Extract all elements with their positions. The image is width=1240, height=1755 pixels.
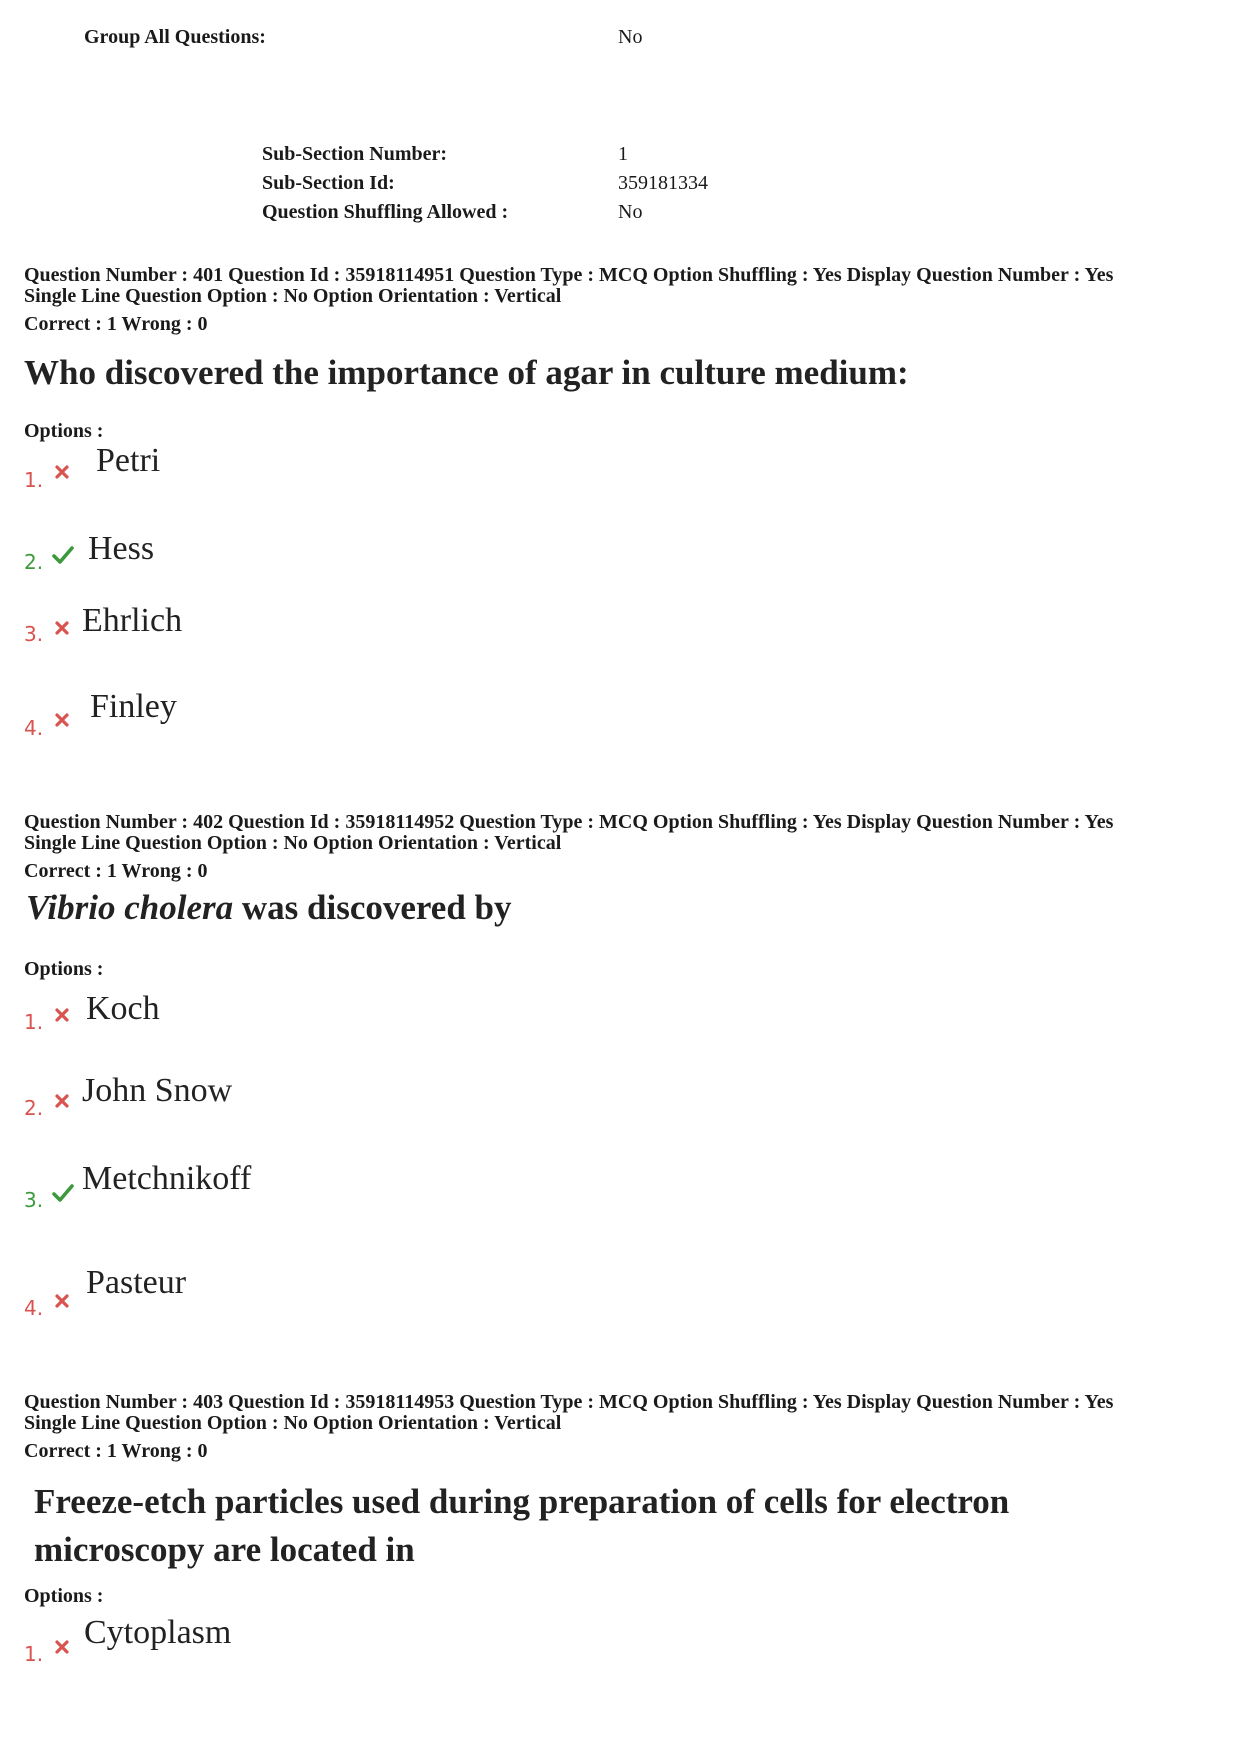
question-text-rest: was discovered by: [233, 888, 512, 927]
option-text: Hess: [88, 530, 155, 567]
option-text: Finley: [90, 688, 177, 725]
option-number: 2.: [24, 550, 44, 574]
question-meta-line2: Single Line Question Option : No Option Orientation : Vertical: [24, 1412, 562, 1434]
cross-icon: [54, 464, 72, 482]
option-number: 3.: [24, 1188, 44, 1212]
option-number: 2.: [24, 1096, 44, 1120]
question-shuffling-value: No: [618, 201, 643, 223]
option-text: Pasteur: [86, 1264, 187, 1301]
subsection-number-value: 1: [618, 143, 628, 165]
check-icon: [52, 546, 70, 564]
option-text: Petri: [96, 442, 161, 479]
option-text: John Snow: [82, 1072, 233, 1109]
question-shuffling-label: Question Shuffling Allowed :: [262, 201, 509, 223]
question-meta-line1: Question Number : 401 Question Id : 35918114951 Question Type : MCQ Option Shuffling : Yes Display Question Number : Yes: [24, 264, 1114, 286]
question-meta-line2: Single Line Question Option : No Option Orientation : Vertical: [24, 832, 562, 854]
question-text-italic: Vibrio cholera: [26, 888, 234, 927]
option-text: Koch: [86, 990, 160, 1027]
option-text: Ehrlich: [82, 602, 183, 639]
options-label: Options :: [24, 1585, 104, 1607]
question-text-line1: Freeze-etch particles used during preparation of cells for electron: [34, 1482, 1010, 1521]
question-meta-line1: Question Number : 402 Question Id : 35918114952 Question Type : MCQ Option Shuffling : Yes Display Question Number : Yes: [24, 811, 1114, 833]
question-marks: Correct : 1 Wrong : 0: [24, 313, 208, 335]
option-number: 1.: [24, 468, 44, 492]
option-number: 1.: [24, 1010, 44, 1034]
option-number: 3.: [24, 622, 44, 646]
question-marks: Correct : 1 Wrong : 0: [24, 1440, 208, 1462]
subsection-id-value: 359181334: [618, 172, 708, 194]
question-meta-line2: Single Line Question Option : No Option Orientation : Vertical: [24, 285, 562, 307]
cross-icon: [54, 620, 72, 638]
question-text: [26, 888, 512, 928]
subsection-id-label: Sub-Section Id:: [262, 172, 395, 194]
option-text: Metchnikoff: [82, 1160, 252, 1197]
question-meta-line1: Question Number : 403 Question Id : 35918114953 Question Type : MCQ Option Shuffling : Yes Display Question Number : Yes: [24, 1391, 1114, 1413]
options-label: Options :: [24, 958, 104, 980]
question-text: Who discovered the importance of agar in culture medium:: [24, 353, 909, 392]
option-number: 4.: [24, 716, 44, 740]
option-number: 4.: [24, 1296, 44, 1320]
group-all-value: No: [618, 26, 643, 48]
options-label: Options :: [24, 420, 104, 442]
group-all-label: Group All Questions:: [84, 26, 266, 48]
option-number: 1.: [24, 1642, 44, 1666]
subsection-number-label: Sub-Section Number:: [262, 143, 448, 165]
cross-icon: [54, 1093, 72, 1111]
check-icon: [52, 1184, 70, 1202]
cross-icon: [54, 1639, 72, 1657]
cross-icon: [54, 712, 72, 730]
question-marks: Correct : 1 Wrong : 0: [24, 860, 208, 882]
question-text-line2: microscopy are located in: [34, 1530, 415, 1569]
cross-icon: [54, 1293, 72, 1311]
option-text: Cytoplasm: [84, 1614, 232, 1651]
cross-icon: [54, 1007, 72, 1025]
